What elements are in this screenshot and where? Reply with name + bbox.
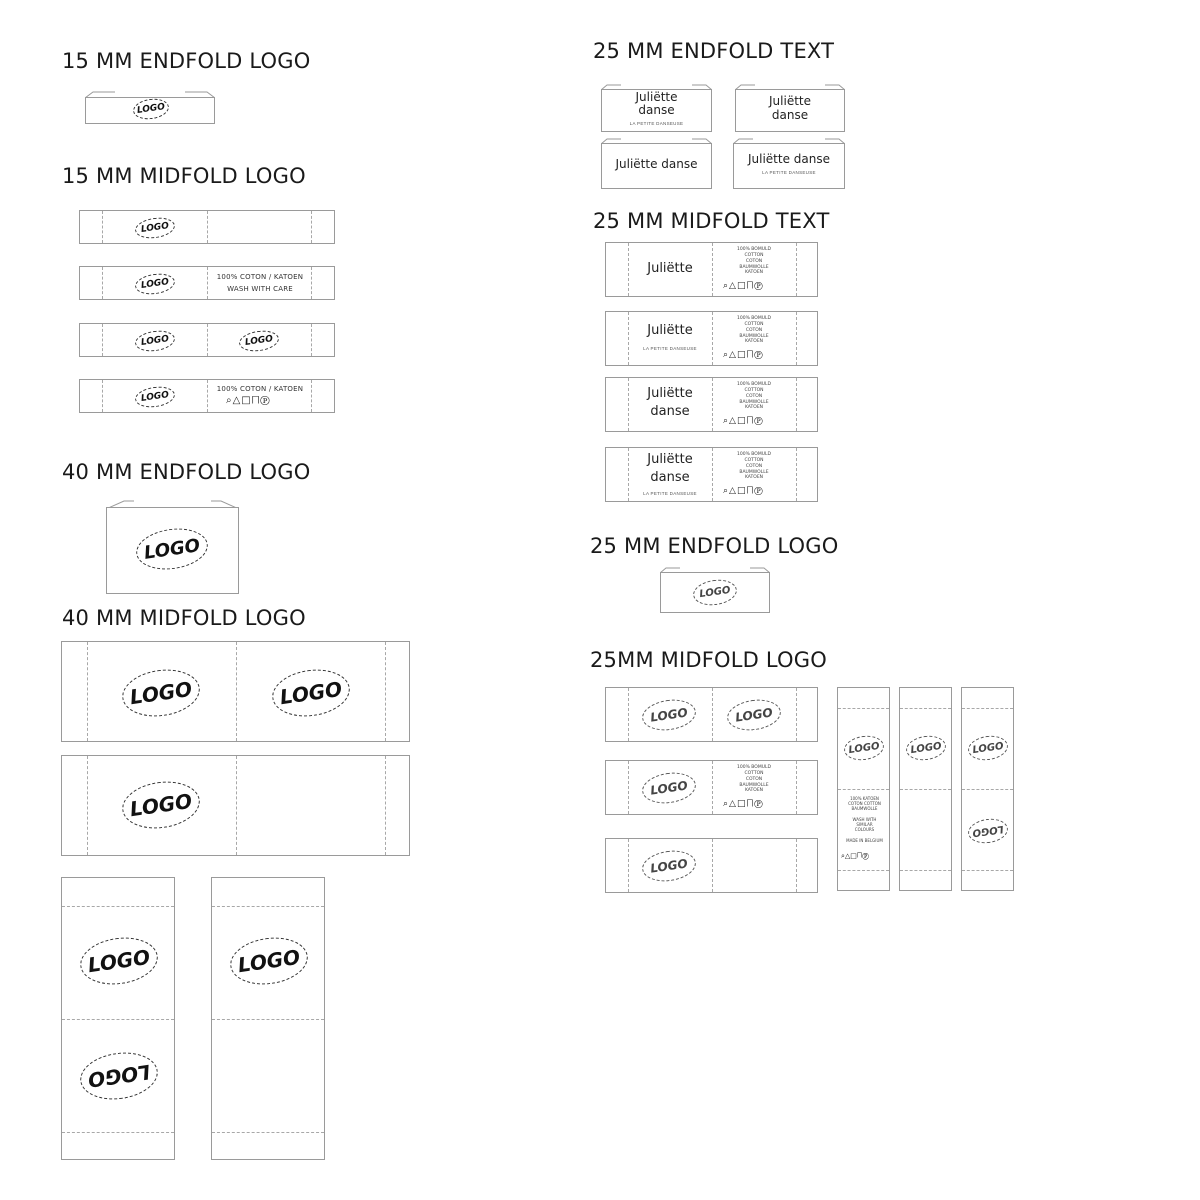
label-25mm-midfold-single-logo (605, 838, 818, 893)
label-25mm-vertical-logo-flip (961, 687, 1014, 891)
brand-name-full: Juliëtte danse (747, 152, 830, 166)
label-25mm-midfold-text-3 (605, 377, 818, 432)
label-15mm-midfold-logo (79, 210, 335, 244)
label-25mm-endfold-text-2 (735, 83, 845, 132)
brand-name: Juliëtte (647, 323, 693, 338)
composition-text: 100% BOMULD COTTON COTON BAUMWOLLE KATOEN (737, 382, 771, 411)
label-15mm-midfold-double-logo (79, 323, 335, 357)
brand-name: Juliëtte (647, 452, 693, 467)
composition-text: 100% BOMULD COTTON COTON BAUMWOLLE KATOEN (737, 316, 771, 345)
logo-mark: LOGO (843, 733, 886, 762)
brand-subtitle: LA PETITE DANSEUSE (762, 170, 816, 175)
brand-name: Juliëtte (635, 90, 678, 104)
logo-mark: LOGO (77, 933, 161, 989)
logo-mark: LOGO (640, 847, 698, 884)
label-25mm-midfold-logo-care (605, 760, 818, 815)
label-40mm-midfold-vertical (211, 877, 325, 1160)
label-25mm-midfold-double-logo (605, 687, 818, 742)
label-25mm-midfold-text-1 (605, 242, 818, 297)
brand-subtitle: LA PETITE DANSEUSE (629, 121, 684, 126)
label-25mm-endfold-text-3 (601, 137, 712, 189)
care-symbols-icon: ⌕△□⨅Ⓟ (723, 281, 764, 291)
label-40mm-midfold-vertical-flip (61, 877, 175, 1160)
label-25mm-midfold-text-4 (605, 447, 818, 502)
brand-name: Juliëtte (647, 261, 693, 276)
heading-25mm-midfold-text: 25 MM MIDFOLD TEXT (593, 209, 830, 233)
brand-name-full: Juliëtte danse (615, 157, 698, 171)
logo-mark: LOGO (132, 97, 170, 122)
logo-mark: LOGO (269, 665, 353, 721)
care-symbols-icon: ⌕△□⨅Ⓟ (723, 350, 764, 360)
brand-subtitle: LA PETITE DANSEUSE (643, 346, 697, 351)
logo-mark: LOGO (119, 665, 203, 721)
logo-mark: LOGO (691, 577, 738, 608)
label-15mm-midfold-logo-care (79, 379, 335, 413)
brand-name-second: danse (638, 103, 675, 117)
label-25mm-vertical-logo (899, 687, 952, 891)
logo-mark: LOGO (640, 696, 698, 733)
logo-mark: LOGO (640, 769, 698, 806)
composition-text: 100% BOMULD COTTON COTON BAUMWOLLE KATOEN (737, 765, 771, 794)
label-15mm-endfold (85, 89, 215, 125)
heading-25mm-midfold-logo: 25MM MIDFOLD LOGO (590, 648, 827, 672)
care-symbols-icon: ⌕△□⨅Ⓟ (723, 799, 764, 809)
composition-text: 100% BOMULD COTTON COTON BAUMWOLLE KATOEN (737, 247, 771, 276)
heading-15mm-midfold-logo: 15 MM MIDFOLD LOGO (62, 164, 306, 188)
logo-mark: LOGO (134, 215, 176, 240)
label-25mm-endfold-text-4 (733, 137, 845, 189)
logo-mark: LOGO (227, 933, 311, 989)
label-40mm-midfold-double-logo (61, 641, 410, 742)
care-symbols-icon: ⌕△□⨅Ⓟ (841, 852, 869, 860)
vertical-care-text: 100% KATOEN COTON COTTON BAUMWOLLE WASH WITH SIMILAR COLOURS MADE IN BELGIUM (846, 796, 883, 843)
logo-mark: LOGO (905, 733, 948, 762)
label-40mm-endfold (106, 499, 239, 595)
care-symbols-icon: ⌕△□⨅Ⓟ (723, 486, 764, 496)
logo-mark: LOGO (238, 328, 280, 353)
label-15mm-midfold-logo-text (79, 266, 335, 300)
logo-mark: LOGO (134, 328, 176, 353)
logo-mark: LOGO (134, 271, 176, 296)
brand-name-second: danse (650, 470, 690, 485)
label-25mm-endfold-logo (660, 566, 770, 613)
brand-name-second: danse (650, 404, 690, 419)
composition-text: 100% BOMULD COTTON COTON BAUMWOLLE KATOEN (737, 452, 771, 481)
logo-mark-flipped: LOGO (967, 816, 1010, 845)
label-40mm-midfold-single-logo (61, 755, 410, 856)
logo-mark: LOGO (725, 696, 783, 733)
logo-mark: LOGO (134, 384, 176, 409)
care-text-line-1: 100% COTON / KATOEN (216, 385, 304, 393)
heading-40mm-midfold-logo: 40 MM MIDFOLD LOGO (62, 606, 306, 630)
care-text-line-2: WASH WITH CARE (227, 285, 293, 293)
logo-mark-flipped: LOGO (77, 1048, 161, 1104)
logo-mark: LOGO (119, 777, 203, 833)
brand-name-second: danse (771, 108, 809, 122)
heading-25mm-endfold-text: 25 MM ENDFOLD TEXT (593, 39, 835, 63)
heading-40mm-endfold-logo: 40 MM ENDFOLD LOGO (62, 460, 311, 484)
logo-mark: LOGO (134, 524, 211, 574)
care-symbols-icon: ⌕△□⨅Ⓟ (723, 416, 764, 426)
care-symbols-icon: ⌕△□⨅Ⓟ (226, 395, 271, 406)
label-25mm-endfold-text-1 (601, 83, 712, 132)
brand-name: Juliëtte (769, 94, 811, 108)
care-text-line-1: 100% COTON / KATOEN (216, 273, 304, 281)
heading-25mm-endfold-logo: 25 MM ENDFOLD LOGO (590, 534, 839, 558)
label-25mm-midfold-text-2 (605, 311, 818, 366)
heading-15mm-endfold-logo: 15 MM ENDFOLD LOGO (62, 49, 311, 73)
label-25mm-vertical-logo-care (837, 687, 890, 891)
brand-name: Juliëtte (647, 386, 693, 401)
brand-subtitle: LA PETITE DANSEUSE (643, 491, 697, 496)
logo-mark: LOGO (967, 733, 1010, 762)
